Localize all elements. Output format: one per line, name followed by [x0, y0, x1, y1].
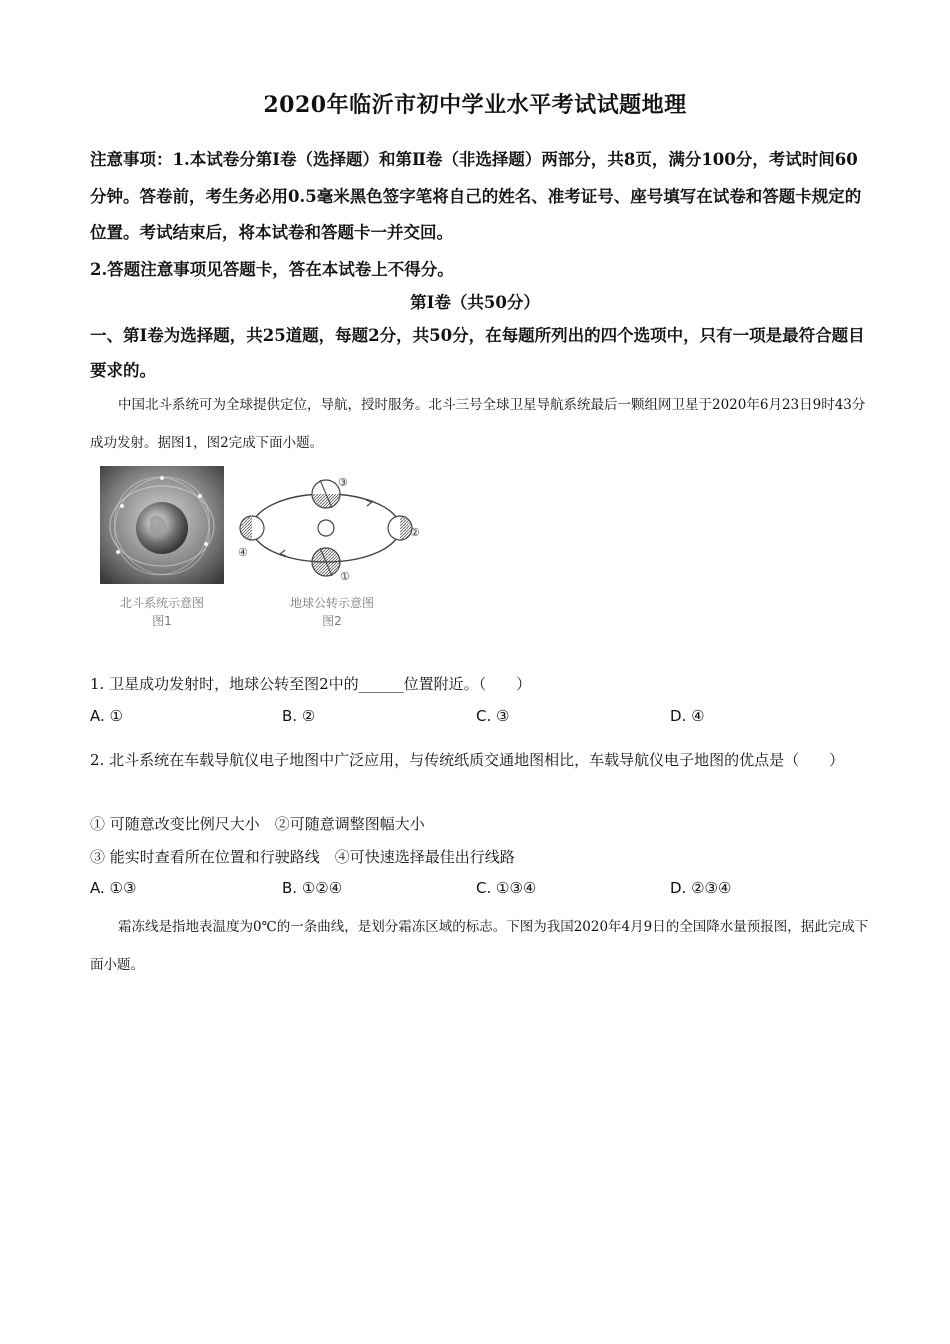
- figures: [100, 466, 430, 636]
- figure2-label: 图2: [322, 614, 342, 628]
- question-1-options: [90, 707, 870, 729]
- note-1: 注意事项：1.本试卷分第Ⅰ卷（选择题）和第Ⅱ卷（非选择题）两部分，共8页，满分100分，考试时间60分钟。答卷前，考生务必用0.5毫米黑色签字笔将自己的姓名、准考证号、座号填写在试卷和答题卡规定的位置。考试结束后，将本试卷和答题卡一并交回。: [90, 150, 862, 242]
- marker-1: ①: [340, 570, 350, 583]
- figure2-caption-text: 地球公转示意图: [289, 596, 374, 610]
- q1-option-d[interactable]: D. ④: [670, 707, 705, 725]
- marker-4: ④: [238, 546, 248, 559]
- figure1-caption-text: 北斗系统示意图: [119, 596, 204, 610]
- q2-option-a[interactable]: A. ①③: [90, 879, 137, 897]
- q2-statement-2: ③ 能实时查看所在位置和行驶路线 ④可快速选择最佳出行线路: [90, 848, 515, 866]
- q2-statement-1: ① 可随意改变比例尺大小 ②可随意调整图幅大小: [90, 815, 425, 833]
- q2-option-c[interactable]: C. ①③④: [476, 879, 537, 897]
- material-paragraph-1: 中国北斗系统可为全球提供定位，导航，授时服务。北斗三号全球卫星导航系统最后一颗组网卫星于2020年6月23日9时43分成功发射。据图1，图2完成下面小题。: [90, 397, 866, 451]
- beidou-system-figure: [100, 466, 224, 584]
- marker-3: ③: [338, 476, 348, 489]
- question-2: 2. 北斗系统在车载导航仪电子地图中广泛应用，与传统纸质交通地图相比，车载导航仪电子地图的优点是（ ）: [90, 751, 845, 769]
- q2-option-b[interactable]: B. ①②④: [282, 879, 343, 897]
- q2-option-d[interactable]: D. ②③④: [670, 879, 732, 897]
- earth-position-1: [312, 548, 340, 576]
- earth-revolution-figure: [238, 466, 424, 586]
- q1-option-b[interactable]: B. ②: [282, 707, 316, 725]
- q1-option-a[interactable]: A. ①: [90, 707, 123, 725]
- note-2: 2.答题注意事项见答题卡，答在本试卷上不得分。: [90, 259, 454, 279]
- marker-2: ②: [410, 526, 420, 539]
- exam-title: 2020年临沂市初中学业水平考试试题地理: [263, 92, 687, 118]
- section-intro: 一、第Ⅰ卷为选择题，共25道题，每题2分，共50分，在每题所列出的四个选项中，只有一项是最符合题目要求的。: [90, 326, 865, 380]
- question-2-options: [90, 879, 870, 901]
- figure2-caption: [266, 594, 398, 630]
- material-paragraph-2: 霜冻线是指地表温度为0℃的一条曲线，是划分霜冻区域的标志。下图为我国2020年4月9日的全国降水量预报图，据此完成下面小题。: [90, 919, 869, 973]
- q1-option-c[interactable]: C. ③: [476, 707, 510, 725]
- figure1-caption: [100, 594, 224, 630]
- earth-position-3: [312, 480, 340, 508]
- exam-notes: [90, 142, 870, 288]
- figure1-label: 图1: [152, 614, 172, 628]
- earth-position-4: [240, 516, 264, 540]
- earth-position-2: [388, 516, 412, 540]
- question-1: 1. 卫星成功发射时，地球公转至图2中的______位置附近。（ ）: [90, 675, 532, 693]
- volume-title: 第Ⅰ卷（共50分）: [410, 293, 540, 312]
